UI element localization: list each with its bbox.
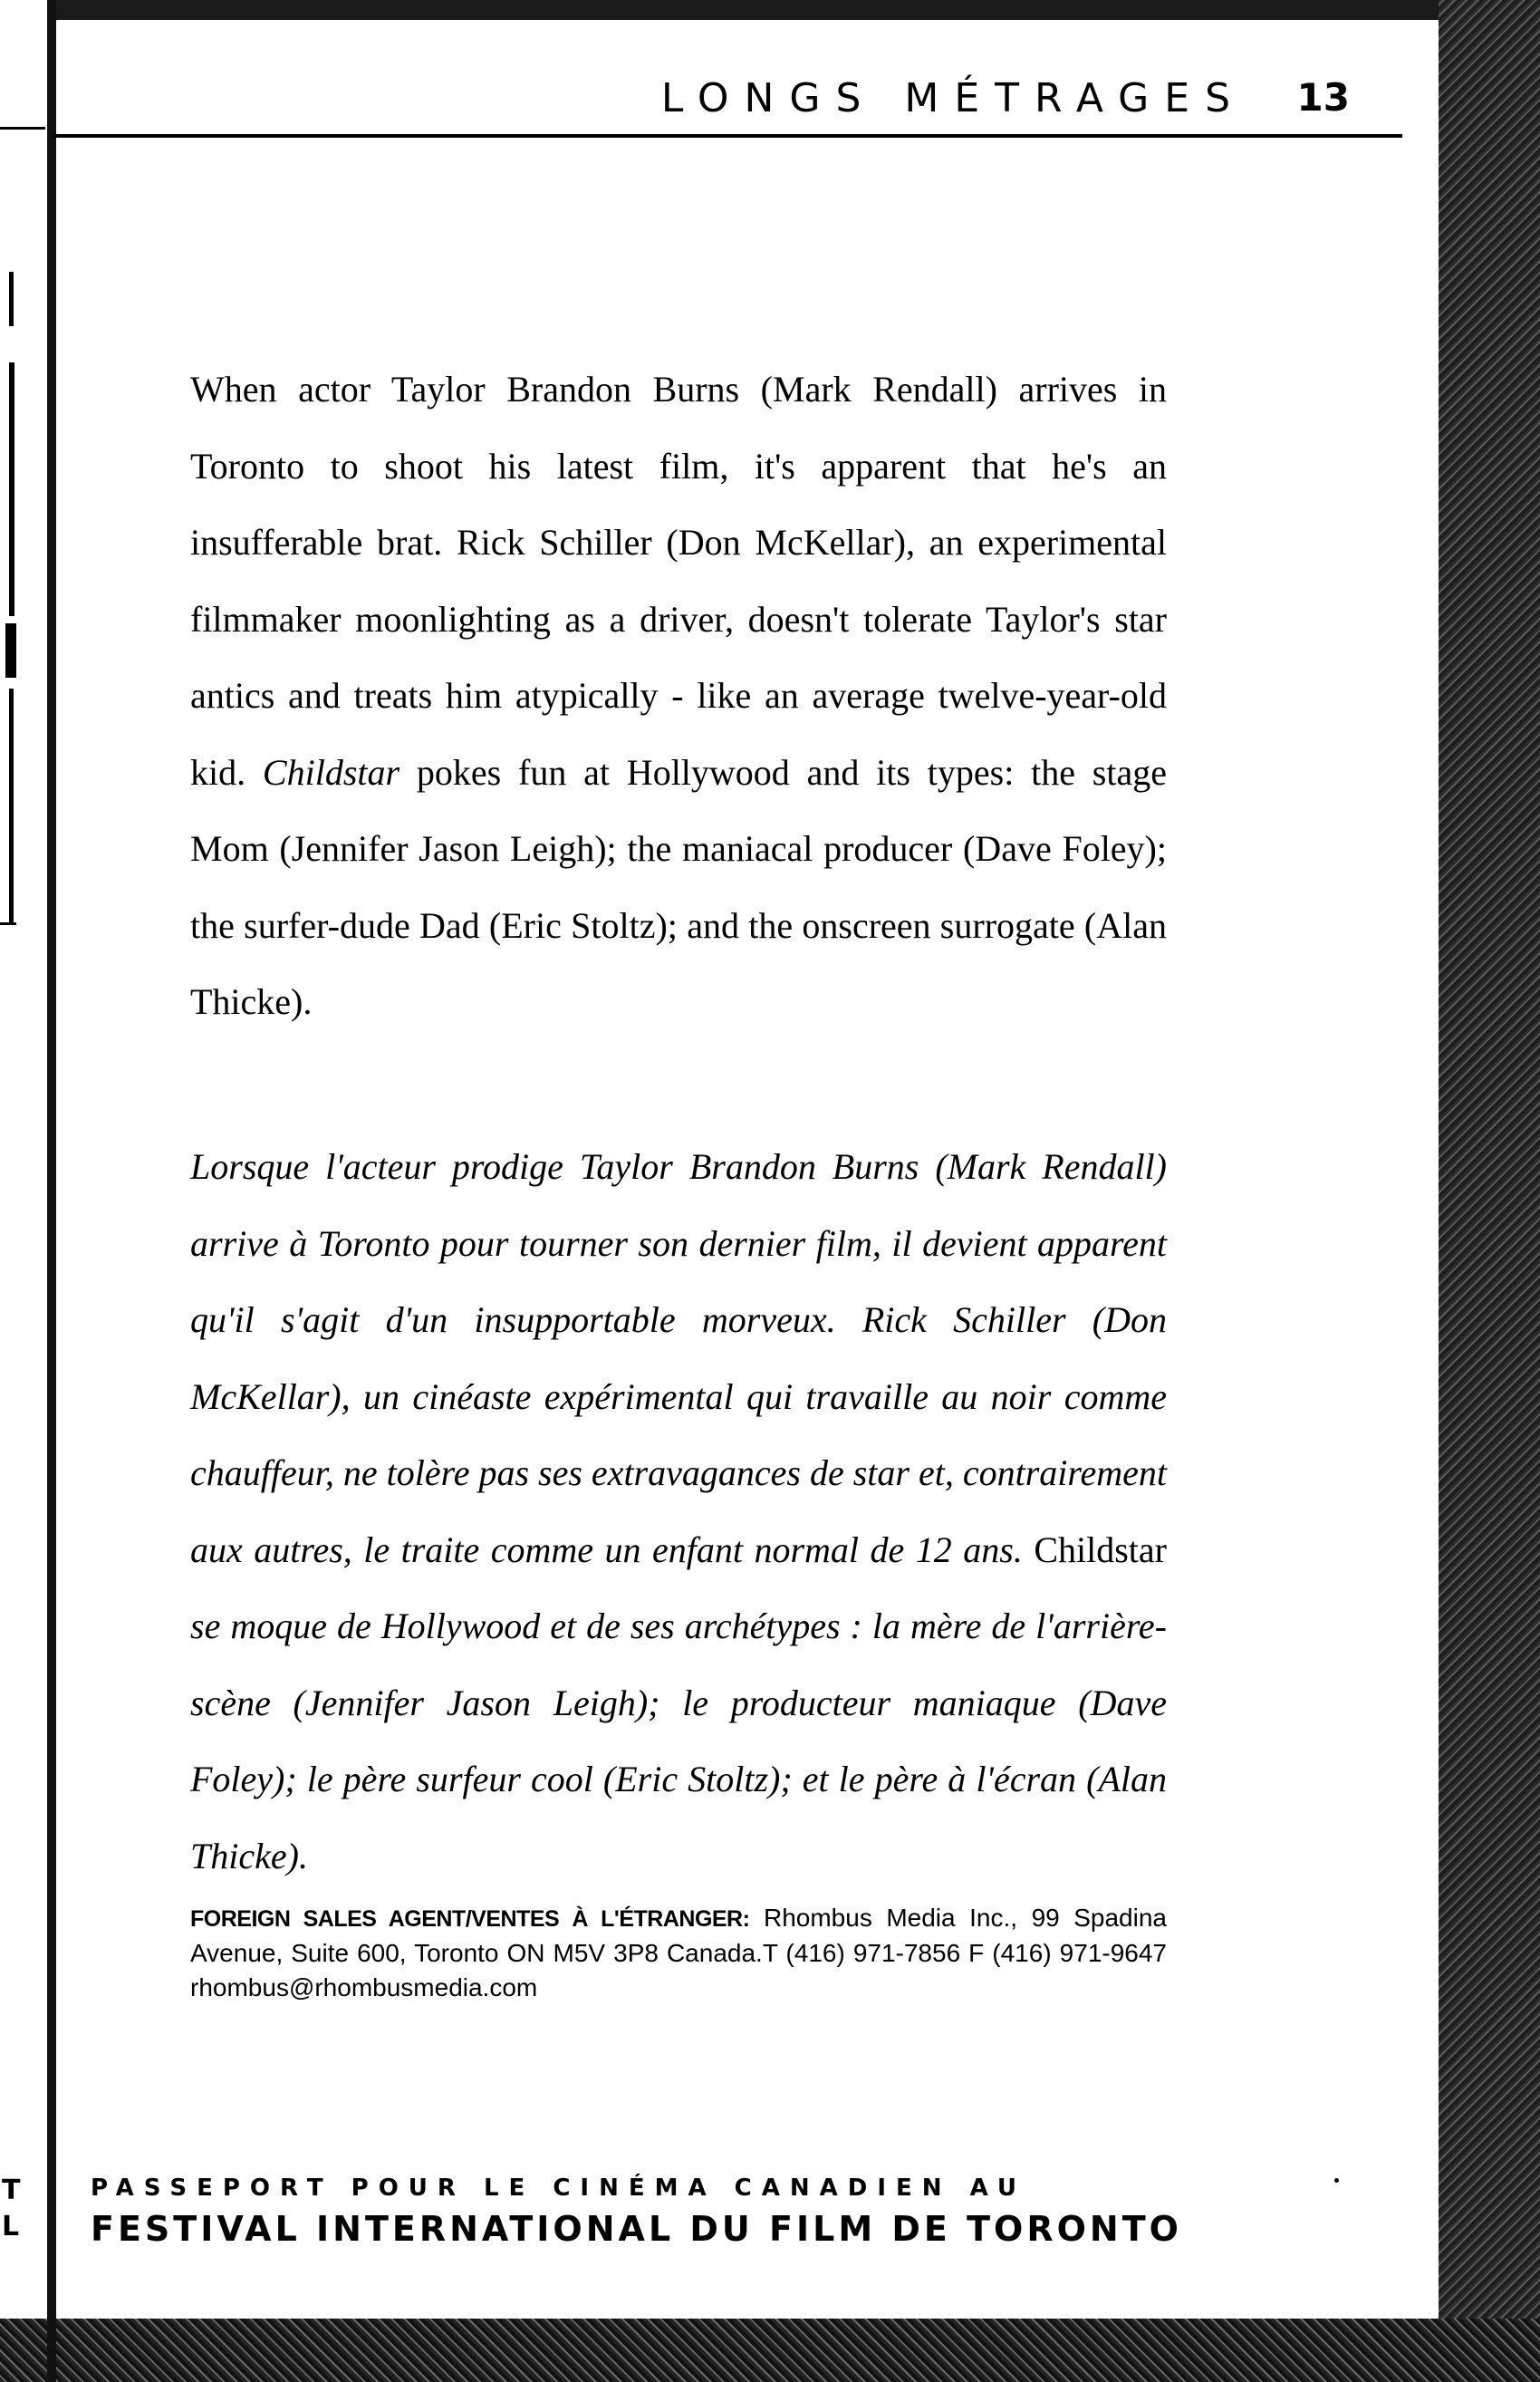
page-header (53, 71, 1350, 134)
scan-edge-right (1439, 0, 1540, 2382)
footer-line-2: FESTIVAL INTERNATIONAL DU FILM DE TORONTO (91, 2209, 1182, 2249)
synopsis-french (190, 1129, 1167, 1895)
synopsis-en-part1: When actor Taylor Brandon Burns (Mark Rendall) arrives in Toronto to shoot his latest film, it's apparent that he's an insufferable brat. Rick Schiller (Don McKellar), an experimental filmmaker moonlighting as a driver, doesn't tolerate Taylor's star antics and treats him atypically - like an average twelve-year-old kid. (190, 369, 1167, 793)
film-title-en: Childstar (262, 751, 400, 793)
header-rule (53, 134, 1402, 138)
film-title-fr: Childstar (1034, 1529, 1167, 1570)
synopsis-fr-part1: Lorsque l'acteur prodige Taylor Brandon Burns (Mark Rendall) arrive à Toronto pour tourner son dernier film, il devient apparent qu'il s'agit d'un insupportable morveux. Rick Schiller (Don McKellar), un cinéaste expérimental qui travaille au noir comme chauffeur, ne tolère pas ses extravagances de star et, contrairement aux autres, le traite comme un enfant normal de 12 ans. (190, 1146, 1167, 1570)
sales-label: FOREIGN SALES AGENT/VENTES À L'ÉTRANGER: (190, 1906, 750, 1932)
page-spine (47, 0, 56, 2382)
foreign-sales-block (190, 1901, 1167, 2005)
synopsis-en-part2: pokes fun at Hollywood and its types: the stage Mom (Jennifer Jason Leigh); the maniacal producer (Dave Foley); the surfer-dude Dad (Eric Stoltz); and the onscreen surrogate (Alan Thicke). (190, 751, 1167, 1022)
scan-edge-bottom (0, 2319, 1540, 2382)
sales-details: Rhombus Media Inc., 99 Spadina Avenue, Suite 600, Toronto ON M5V 3P8 Canada.T (416) 971-7856 F (416) 971-9647 rhombus@rhombusmedia.com (190, 1904, 1167, 2001)
page-left-margin (0, 0, 53, 2382)
page-footer (91, 2175, 1182, 2249)
edge-letter-2: L (2, 2211, 20, 2242)
synopsis-fr-part2: se moque de Hollywood et de ses archétypes : la mère de l'arrière-scène (Jennifer Jason Leigh); le producteur maniaque (Dave Foley); le père surfeur cool (Eric Stoltz); et le père à l'écran (Alan Thicke). (190, 1606, 1167, 1876)
speck (1334, 2178, 1339, 2183)
edge-letter-1: T (2, 2175, 21, 2206)
page-number: 13 (1296, 75, 1350, 120)
footer-line-1: PASSEPORT POUR LE CINÉMA CANADIEN AU (91, 2175, 1027, 2202)
synopsis-english (190, 352, 1167, 1041)
section-title: LONGS MÉTRAGES (660, 75, 1246, 121)
